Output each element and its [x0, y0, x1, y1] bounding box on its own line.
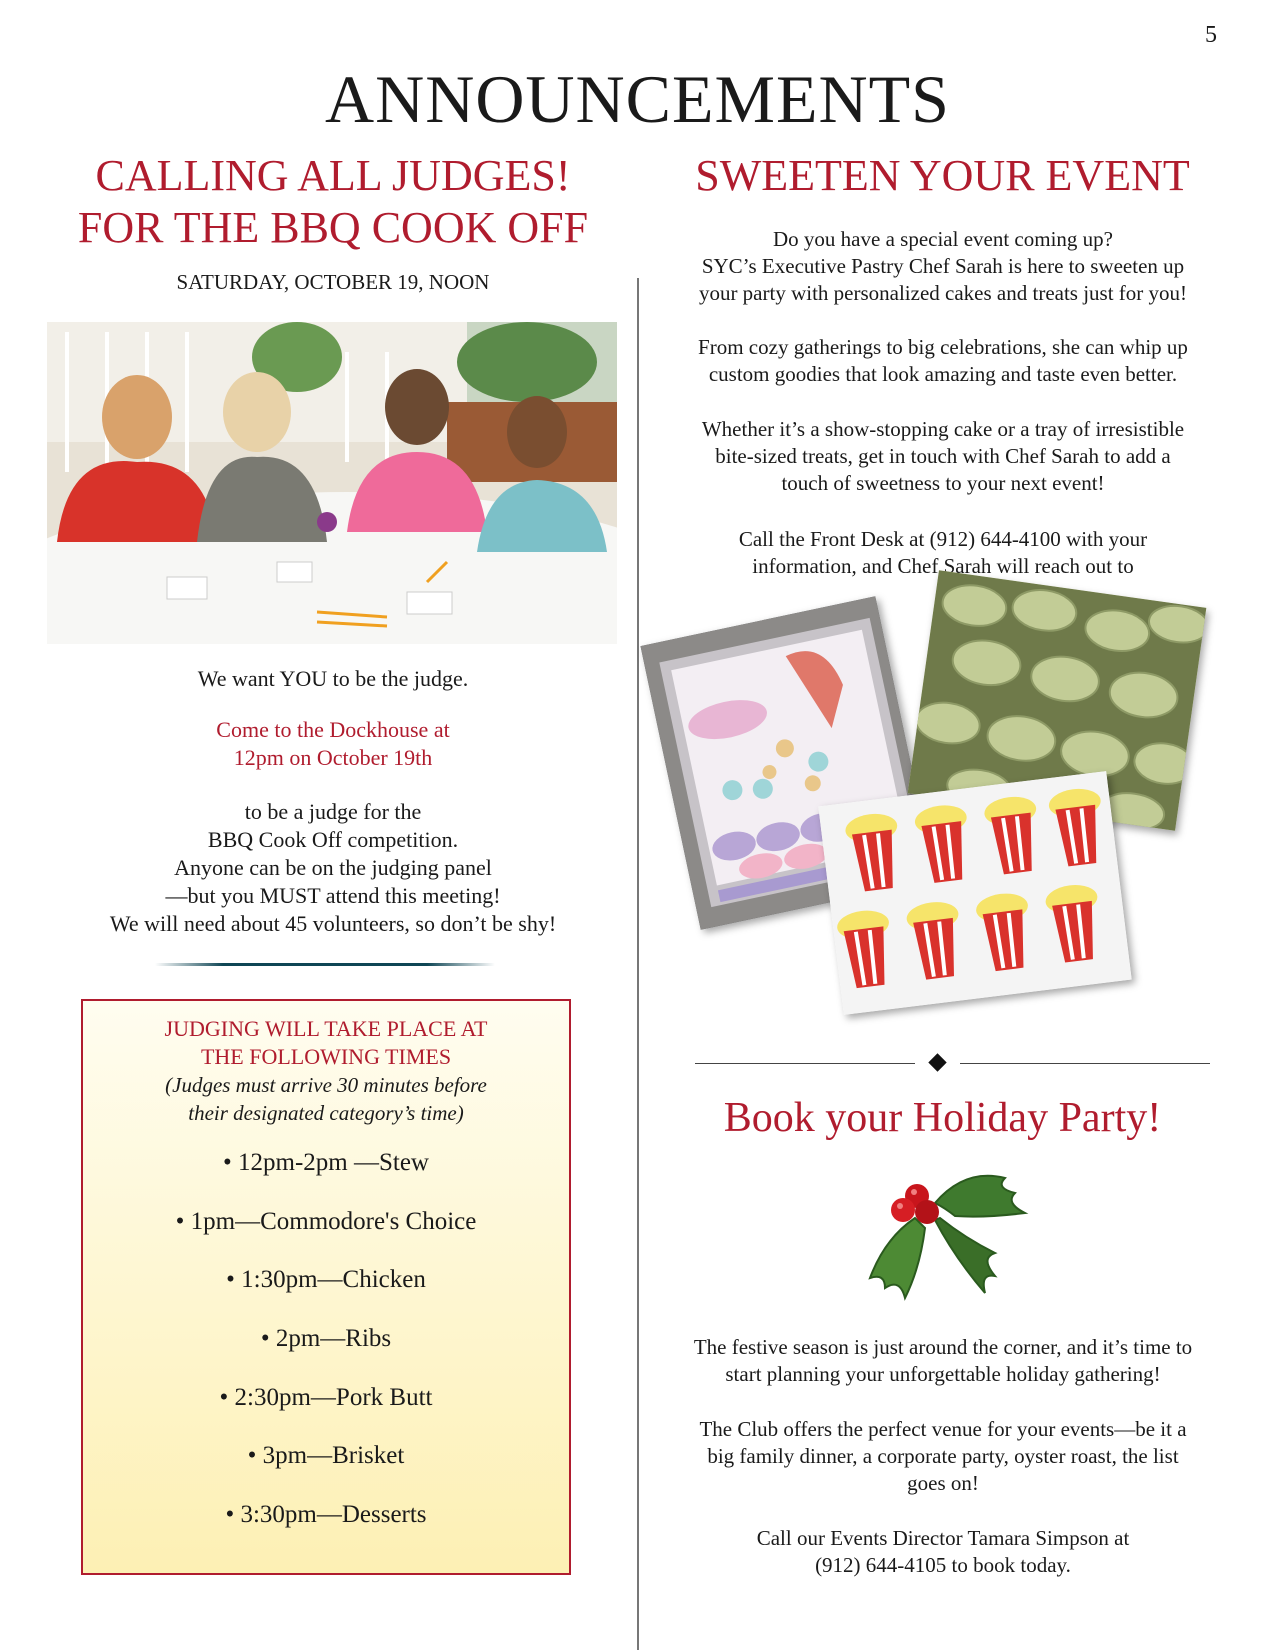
sweeten-paragraph — [660, 226, 1226, 307]
holiday-heading: Book your Holiday Party! — [723, 1095, 1162, 1141]
text-line: The festive season is just around the corner, and it’s time to — [693, 1335, 1193, 1359]
schedule-list — [83, 1149, 569, 1560]
bbq-heading-line2: FOR THE BBQ COOK OFF — [77, 203, 589, 252]
text-line: Call the Front Desk at (912) 644-4100 with your — [738, 527, 1148, 551]
text-line: start planning your unforgettable holiday gathering! — [725, 1362, 1161, 1386]
bbq-details-line: to be a judge for the — [244, 799, 422, 824]
bbq-location-line1: Come to the Dockhouse at — [216, 717, 450, 742]
bbq-details-line: Anyone can be on the judging panel — [174, 855, 492, 880]
schedule-heading — [83, 1015, 569, 1071]
text-line: information, and Chef Sarah will reach out to — [752, 554, 1134, 578]
bbq-details-line: We will need about 45 volunteers, so don’t be shy! — [109, 911, 557, 936]
bbq-heading-line1: CALLING ALL JUDGES! — [95, 151, 571, 200]
holiday-paragraph — [660, 1525, 1226, 1579]
page-title: ANNOUNCEMENTS — [325, 61, 950, 137]
bbq-location — [48, 716, 618, 772]
sweeten-paragraph — [660, 416, 1226, 497]
schedule-item: • 2:30pm—Pork Butt — [219, 1383, 433, 1411]
column-divider — [637, 278, 639, 1650]
judging-schedule-box — [81, 999, 571, 1575]
text-line: custom goodies that look amazing and taste even better. — [708, 362, 1178, 386]
schedule-item: • 12pm-2pm —Stew — [223, 1149, 429, 1176]
schedule-note-line1: (Judges must arrive 30 minutes before — [165, 1073, 487, 1097]
text-line: touch of sweetness to your next event! — [781, 471, 1105, 495]
text-line: Call our Events Director Tamara Simpson at — [756, 1526, 1130, 1550]
text-line: From cozy gatherings to big celebrations, she can whip up — [698, 335, 1188, 359]
holly-icon — [845, 1158, 1055, 1328]
text-line: Do you have a special event coming up? — [773, 227, 1113, 251]
schedule-item: • 3pm—Brisket — [247, 1442, 405, 1470]
bbq-details-line: —but you MUST attend this meeting! — [165, 883, 501, 908]
text-line: The Club offers the perfect venue for your events—be it a — [699, 1417, 1187, 1441]
holiday-paragraph — [660, 1416, 1226, 1497]
schedule-note-line2: their designated category’s time) — [188, 1101, 464, 1125]
page-number: 5 — [1205, 22, 1217, 48]
bbq-details-line: BBQ Cook Off competition. — [207, 827, 459, 852]
divider-line-right — [960, 1063, 1210, 1064]
section-rule — [155, 963, 495, 966]
text-line: Whether it’s a show-stopping cake or a tray of irresistible — [701, 417, 1185, 441]
text-line: big family dinner, a corporate party, oyster roast, the list — [707, 1444, 1179, 1468]
sweeten-heading: SWEETEN YOUR EVENT — [695, 151, 1190, 200]
text-line: bite-sized treats, get in touch with Chef Sarah to add a — [715, 444, 1171, 468]
bbq-details — [48, 798, 618, 938]
text-line: SYC’s Executive Pastry Chef Sarah is here to sweeten up — [701, 254, 1185, 278]
schedule-heading-line2: THE FOLLOWING TIMES — [200, 1044, 452, 1069]
holiday-paragraph — [660, 1334, 1226, 1388]
schedule-item: • 2pm—Ribs — [260, 1325, 392, 1353]
popcorn-cookies-photo — [818, 771, 1131, 1015]
text-line: goes on! — [907, 1471, 979, 1495]
sweeten-paragraph — [660, 334, 1226, 388]
bbq-location-line2: 12pm on October 19th — [233, 745, 433, 770]
judges-photo — [47, 322, 617, 644]
bbq-date: SATURDAY, OCTOBER 19, NOON — [176, 270, 490, 294]
text-line: (912) 644-4105 to book today. — [815, 1553, 1071, 1577]
dessert-collage — [660, 588, 1240, 1018]
schedule-item: • 1:30pm—Chicken — [226, 1266, 426, 1294]
bbq-heading — [48, 150, 618, 254]
schedule-item: • 3:30pm—Desserts — [225, 1501, 427, 1529]
diamond-icon — [928, 1053, 946, 1071]
divider-line-left — [695, 1063, 915, 1064]
bbq-intro: We want YOU to be the judge. — [197, 666, 469, 691]
schedule-heading-line1: JUDGING WILL TAKE PLACE AT — [164, 1016, 488, 1041]
schedule-item: • 1pm—Commodore's Choice — [175, 1207, 477, 1235]
text-line: your party with personalized cakes and treats just for you! — [698, 281, 1188, 305]
schedule-note — [83, 1071, 569, 1127]
